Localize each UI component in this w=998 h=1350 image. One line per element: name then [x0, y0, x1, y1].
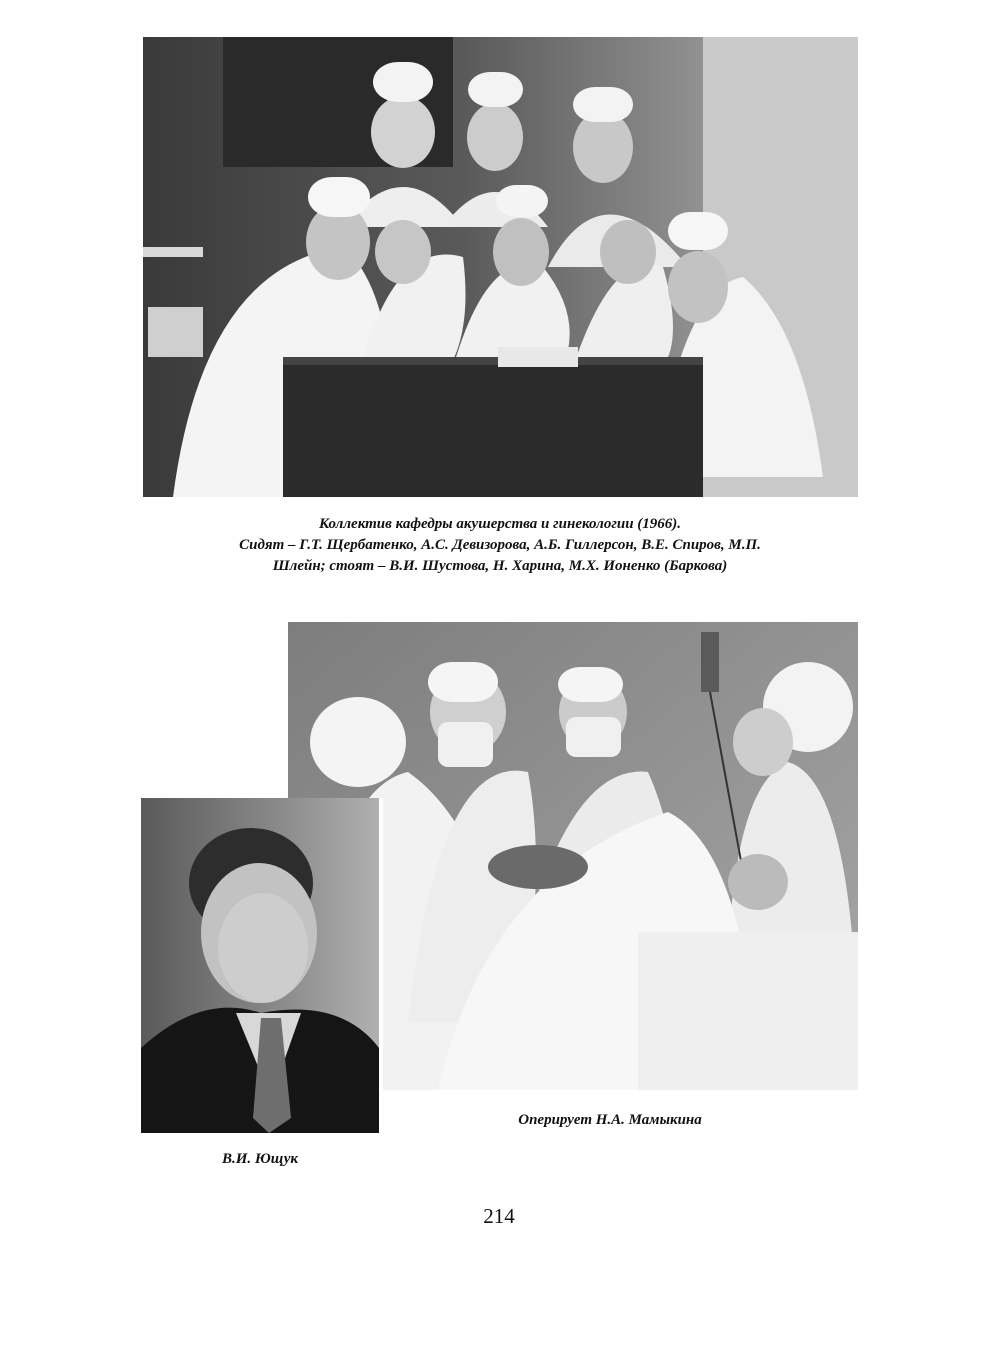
portrait-photo-caption: В.И. Ющук	[222, 1151, 298, 1167]
group-photo-caption	[120, 514, 880, 577]
portrait-photo-image	[141, 798, 379, 1133]
portrait-photo	[141, 798, 383, 1133]
page-number: 214	[483, 1204, 515, 1228]
group-photo	[143, 37, 858, 497]
group-photo-caption-line3: Шлейн; стоят – В.И. Шустова, Н. Харина, М.Х. Ионенко (Баркова)	[272, 558, 728, 574]
group-photo-caption-line1: Коллектив кафедры акушерства и гинекологии (1966).	[318, 516, 682, 532]
group-photo-image	[143, 37, 858, 497]
operation-photo-caption: Оперирует Н.А. Мамыкина	[518, 1112, 702, 1128]
group-photo-caption-line2: Сидят – Г.Т. Щербатенко, А.С. Девизорова, А.Б. Гиллерсон, В.Е. Спиров, М.П.	[239, 537, 761, 553]
